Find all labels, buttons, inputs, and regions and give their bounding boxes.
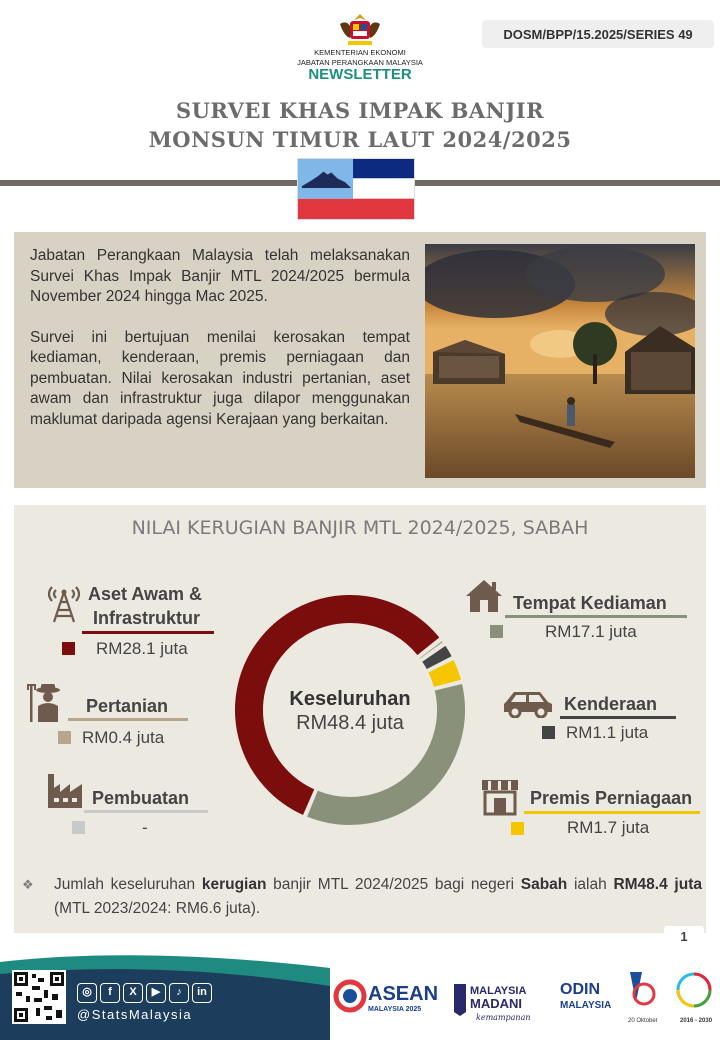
underline-premis-perniagaan xyxy=(524,811,700,814)
youtube-icon[interactable]: ▶ xyxy=(146,983,166,1003)
qr-code-icon xyxy=(12,970,66,1024)
house-icon xyxy=(464,578,504,614)
intro-paragraph-2: Survei ini bertujuan menilai kerosakan tempat kediaman, kenderaan, premis perniagaan dan pembuatan. Nilai kerosakan industri pertanian, aset awam dan infrastruktur juga dilapor menggunakan maklumat daripada agensi Kerajaan yang berkaitan. xyxy=(30,328,410,428)
odin-malaysia-text: MALAYSIA xyxy=(560,1000,612,1011)
flood-photo xyxy=(425,244,695,478)
ministry-line-1: KEMENTERIAN EKONOMI xyxy=(314,48,406,57)
car-icon xyxy=(502,686,554,718)
label-pertanian: Pertanian xyxy=(86,696,169,716)
note-part: (MTL 2023/2024: RM6.6 juta). xyxy=(54,900,261,917)
label-pembuatan: Pembuatan xyxy=(92,788,190,808)
label-premis-perniagaan: Premis Perniagaan xyxy=(530,788,693,808)
ministry-name xyxy=(260,48,460,68)
note-part: Jumlah keseluruhan xyxy=(54,876,202,893)
value-tempat-kediaman: RM17.1 juta xyxy=(545,622,637,641)
sabah-flag-icon xyxy=(297,158,415,220)
farmer-icon xyxy=(26,682,66,722)
x-icon[interactable]: X xyxy=(123,983,143,1003)
value-pembuatan: - xyxy=(142,818,148,837)
swatch-aset-awam xyxy=(62,642,75,655)
swatch-premis-perniagaan xyxy=(511,822,524,835)
note-part: ialah xyxy=(567,876,614,893)
label-kenderaan: Kenderaan xyxy=(564,694,658,714)
value-pertanian: RM0.4 juta xyxy=(82,728,165,747)
malaysia-crest-logo xyxy=(336,12,384,48)
madani-line1: MALAYSIA xyxy=(470,985,527,997)
title-line-2: MONSUN TIMUR LAUT 2024/2025 xyxy=(148,127,572,152)
asean-logo xyxy=(336,982,438,1013)
chart-title: NILAI KERUGIAN BANJIR MTL 2024/2025, SABAH xyxy=(131,517,589,539)
intro-text xyxy=(30,246,410,430)
note-emphasis: kerugian xyxy=(201,876,267,893)
summary-note xyxy=(22,873,702,921)
sdg-logo xyxy=(678,974,713,1024)
value-kenderaan: RM1.1 juta xyxy=(566,723,649,742)
tower-icon xyxy=(48,584,80,624)
asean-text: ASEAN xyxy=(368,983,439,1005)
page-number: 1 xyxy=(664,926,704,948)
intro-paragraph-1: Jabatan Perangkaan Malaysia telah melaksanakan Survei Khas Impak Banjir MTL 2024/2025 bermula November 2024 hingga Mac 2025. xyxy=(30,247,410,305)
newsletter-label: NEWSLETTER xyxy=(308,66,412,83)
malaysia-madani-logo xyxy=(454,984,531,1022)
page-title xyxy=(60,96,660,154)
shop-icon xyxy=(480,778,520,816)
note-text xyxy=(22,873,702,921)
madani-line2: MADANI xyxy=(470,996,522,1011)
swatch-kenderaan xyxy=(542,726,555,739)
note-bullet-icon: ❖ xyxy=(22,877,34,892)
social-icons xyxy=(77,983,212,1003)
swatch-tempat-kediaman xyxy=(490,625,503,638)
swatch-pertanian xyxy=(58,731,71,744)
note-emphasis: RM48.4 juta xyxy=(613,876,702,893)
swatch-pembuatan xyxy=(72,821,85,834)
intro-panel xyxy=(14,232,706,488)
label-tempat-kediaman: Tempat Kediaman xyxy=(513,593,667,613)
donut-center-value: RM48.4 juta xyxy=(296,712,404,734)
asean-subtext: MALAYSIA 2025 xyxy=(368,1006,422,1013)
world-day-text: 20 Oktober xyxy=(628,1018,658,1024)
underline-tempat-kediaman xyxy=(505,615,687,618)
tiktok-icon[interactable]: ♪ xyxy=(169,983,189,1003)
facebook-icon[interactable]: f xyxy=(100,983,120,1003)
linkedin-icon[interactable]: in xyxy=(192,983,212,1003)
underline-kenderaan xyxy=(560,716,676,719)
value-aset-awam: RM28.1 juta xyxy=(96,639,188,658)
odin-malaysia-logo xyxy=(560,981,611,1011)
value-premis-perniagaan: RM1.7 juta xyxy=(567,818,650,837)
note-emphasis: Sabah xyxy=(520,876,568,893)
partner-logos xyxy=(332,966,716,1030)
factory-icon xyxy=(46,772,84,808)
label-aset-awam-line1: Aset Awam & xyxy=(88,584,203,604)
instagram-icon[interactable]: ◎ xyxy=(77,983,97,1003)
underline-pertanian xyxy=(68,718,188,721)
label-aset-awam-line2: Infrastruktur xyxy=(93,608,201,628)
social-handle[interactable]: @StatsMalaysia xyxy=(77,1007,193,1022)
odin-text: ODIN xyxy=(560,981,600,998)
underline-pembuatan xyxy=(84,810,208,813)
underline-aset-awam xyxy=(82,631,214,634)
world-statistics-day-logo xyxy=(628,972,658,1024)
note-part: banjir MTL 2024/2025 bagi negeri xyxy=(266,876,521,893)
ministry-line-2: JABATAN PERANGKAAN MALAYSIA xyxy=(297,58,423,67)
title-line-1: SURVEI KHAS IMPAK BANJIR xyxy=(175,98,545,123)
series-badge: DOSM/BPP/15.2025/SERIES 49 xyxy=(482,20,714,48)
sdg-text: 2016 - 2030 xyxy=(680,1018,713,1024)
donut-center-label: Keseluruhan xyxy=(289,688,411,710)
madani-tag: kemampanan xyxy=(476,1013,531,1022)
